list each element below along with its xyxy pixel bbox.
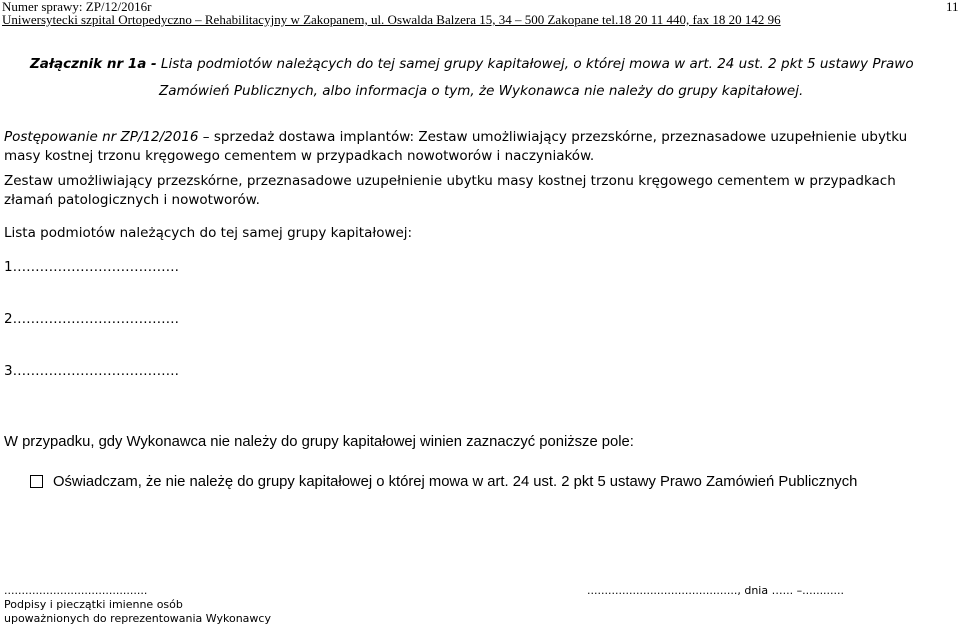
declaration-checkbox-label[interactable]: Oświadczam, że nie należę do grupy kapitałowej o której mowa w art. 24 ust. 2 pkt 5 ustawy Prawo Zamówień Publicznych (53, 474, 858, 490)
procedure-para2-line1: Zestaw umożliwiający przezskórne, przeznasadowe uzupełnienie ubytku masy kostnej trzonu kręgowego cementem w przypadkach (4, 173, 896, 189)
list-item-2[interactable]: 2………………………………. (4, 311, 179, 327)
list-item-3[interactable]: 3………………………………. (4, 363, 179, 379)
procedure-para2-line2: złamań patologicznych i nowotworów. (4, 192, 260, 208)
attachment-title-line2: Zamówień Publicznych, albo informacja o tym, że Wykonawca nie należy do grupy kapitałowej. (159, 83, 804, 99)
case-number: Numer sprawy: ZP/12/2016r (2, 0, 152, 14)
signature-dots: ......................................... (4, 584, 148, 597)
hospital-address (2, 13, 781, 27)
list-item-1[interactable]: 1………………………………. (4, 259, 179, 275)
procedure-description: – sprzedaż dostawa implantów: Zestaw umożliwiający przezskórne, przeznasadowe uzupełnienie ubytku (198, 129, 908, 145)
declaration-checkbox[interactable] (30, 475, 43, 488)
procedure-line2: masy kostnej trzonu kręgowego cementem w przypadkach nowotworów i naczyniaków. (4, 148, 595, 164)
procedure-number: Postępowanie nr ZP/12/2016 (4, 129, 199, 145)
declaration-instruction: W przypadku, gdy Wykonawca nie należy do grupy kapitałowej winien zaznaczyć poniższe pole: (4, 434, 634, 450)
signature-label-line2: upoważnionych do reprezentowania Wykonawcy (4, 612, 271, 625)
place-date-field: ..........................................., dnia …... –............ (587, 584, 845, 597)
hospital-address-text: Uniwersytecki szpital Ortopedyczno – Rehabilitacyjny w Zakopanem, ul. Oswalda Balzera 15, 34 – 500 Zakopane tel.18 20 11 440, fax 18 20 142 96 (2, 12, 781, 27)
procedure-line1 (4, 127, 907, 147)
list-heading: Lista podmiotów należących do tej samej grupy kapitałowej: (4, 225, 413, 241)
attachment-label: Załącznik nr 1a - (30, 56, 157, 72)
signature-label-line1: Podpisy i pieczątki imienne osób (4, 598, 183, 611)
attachment-title-text: Lista podmiotów należących do tej samej grupy kapitałowej, o której mowa w art. 24 ust. 2 pkt 5 ustawy Prawo (156, 56, 914, 72)
page-number: 11 (946, 0, 959, 14)
attachment-title-line1 (30, 55, 914, 73)
